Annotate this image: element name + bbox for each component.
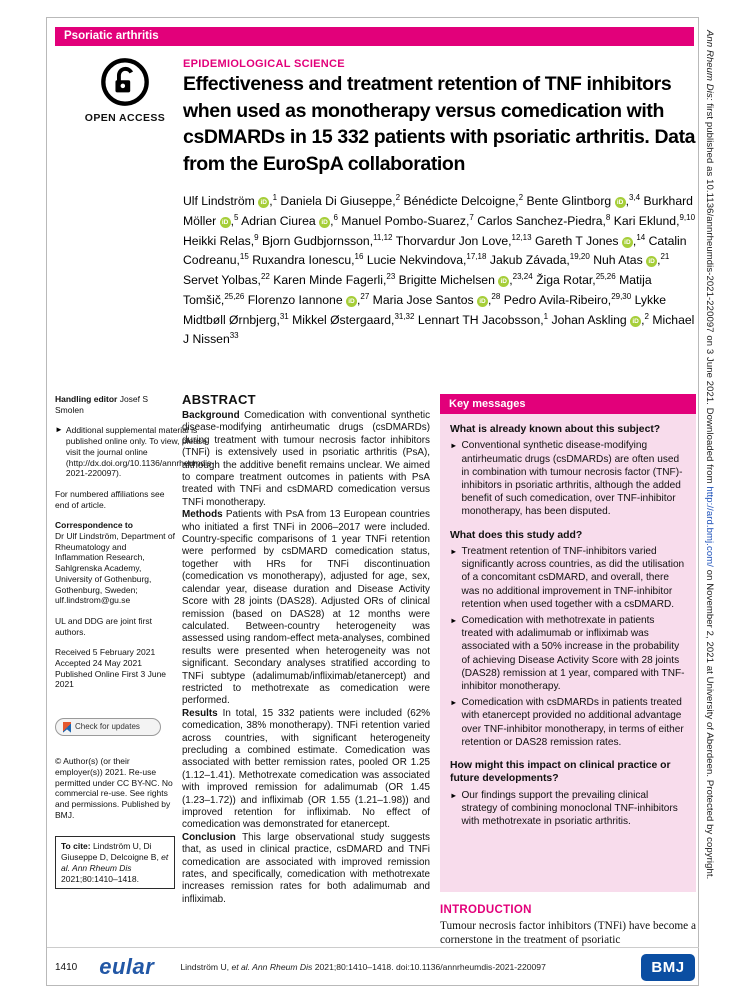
cite-rest: 2021;80:1410–1418. (61, 873, 139, 884)
key-messages-bullet (450, 696, 686, 749)
orcid-icon[interactable] (615, 197, 626, 208)
crossmark-icon (63, 722, 71, 733)
author: Heikki Relas,$^9$ (183, 232, 259, 248)
author: Johan Askling iD ,$^2$ (552, 313, 649, 327)
arrow-bullet-icon (450, 439, 457, 518)
cite-journal: et al. Ann Rheum Dis (61, 852, 169, 873)
orcid-icon[interactable] (220, 217, 231, 228)
author: Karen Minde Fagerli,$^{23}$ (273, 272, 396, 288)
abstract-paragraph: Background Comedication with conventional synthetic disease-modifying antirheumatic drugs (csDMARDs) during treatment with tumour necrosis factor inhibitors (TNFi) is extensively used in psoriatic arthritis (PsA), although the additive benefit remains unclear. We aimed to compare treatment outcomes in patients with PsA treated with TNFi and csDMARD comedication versus TNFi monotherapy. (182, 410, 431, 508)
orcid-icon[interactable] (498, 276, 509, 287)
author: Lucie Nekvindova,$^{17,18}$ (366, 252, 487, 268)
strip-link[interactable]: http://ard.bmj.com/ (704, 486, 715, 567)
abstract-paragraph: Methods Patients with PsA from 13 European countries who initiated a first TNFi in 2006–2017 were included. Country-specific comparisons of 1 year TNFi retention were performed by csDMARD comedication status, together with HRs for TNFi discontinuation (comedication vs monotherapy), adjusted for age, sex, calendar year, disease duration and Disease Activity Score with 28 joints (DAS28). Adjusted ORs of clinical remission (based on DAS28) at 12 months were calculated. Between-country heterogeneity was assessed using random-effect meta-analyses, combined results were presented when heterogeneity was not significant. Secondary analyses stratified according to TNFi subtype (adalimumab/infliximab/etanercept) and restricted to methotrexate as comedication were performed. (182, 509, 430, 707)
section-label: EPIDEMIOLOGICAL SCIENCE (183, 58, 345, 70)
author: Ulf Lindström iD ,$^1$ (183, 194, 277, 208)
key-messages-bullet-text: Comedication with csDMARDs in patients treated with etanercept provided no additional advantage over TNF-inhibitor monotherapy, in terms of either retention or DAS28 remission rates. (461, 697, 684, 748)
eular-logo: eular (99, 954, 155, 979)
received-date: Received 5 February 2021 (55, 647, 156, 658)
check-for-updates-button[interactable] (55, 718, 161, 736)
arrow-bullet-icon (55, 425, 63, 479)
cite-box (55, 836, 175, 889)
handling-editor-name: Josef S Smolen (55, 394, 149, 415)
key-messages-bullet-text: Conventional synthetic disease-modifying antirheumatic drugs (csDMARDs) are often used in combination with tumour necrosis factor (TNF)-inhibitors in psoriatic arthritis, although the added benefit of such comedication, over TNF-inhibitor monotherapy, has been disputed. (461, 440, 683, 518)
abstract-paragraph: Conclusion This large observational study suggests that, as used in clinical practice, csDMARD and TNFi comedication are associated with improved remission rates, and specifically, comedication with methotrexate increases remission rates for both adalimumab and infliximab. (182, 831, 430, 905)
author: Kari Eklund,$^{9,10}$ (613, 212, 696, 228)
introduction-heading: INTRODUCTION (440, 904, 532, 916)
author: Adrian Ciurea iD ,$^6$ (241, 214, 338, 228)
abstract-paragraph: Results In total, 15 332 patients were included (62% comedication, 38% monotherapy). TNFi retention varied across countries, with significant heterogeneity precluding a combined estimate. Comedication was associated with better remission rates, pooled OR 1.25 (1.12–1.41). Methotrexate comedication was associated with improved remission for adalimumab (OR 1.45 (1.23–1.72)) and infliximab (OR 1.55 (1.21–1.98)) and improved retention for infliximab. No effect of comedication was demonstrated for etanercept. (182, 707, 431, 831)
orcid-icon[interactable] (646, 256, 657, 267)
correspondence-text: Dr Ulf Lindström, Department of Rheumatology and Inflammation Research, Sahlgrenska Academy, University of Gothenburg, Gothenburg, Sweden; ulf.lindstrom@gu.se (55, 531, 175, 606)
arrow-bullet-icon (450, 614, 457, 693)
handling-editor-label: Handling editor (55, 394, 118, 404)
author: Jakub Závada,$^{19,20}$ (489, 252, 590, 268)
joint-first-note: UL and DDG are joint first authors. (55, 615, 152, 637)
topic-banner-label: Psoriatic arthritis (64, 30, 159, 42)
affiliations-note: For numbered affiliations see end of article. (55, 488, 165, 510)
author: Gareth T Jones iD ,$^{14}$ (535, 234, 645, 248)
orcid-icon[interactable] (630, 316, 641, 327)
open-access-block (84, 56, 166, 124)
key-messages-heading: How might this impact on clinical practice or future developments? (450, 760, 671, 785)
abstract-section (182, 392, 430, 906)
footer-rule (47, 947, 699, 948)
author: Michael J Nissen$^{33}$ (183, 312, 695, 347)
author: Matija Tomšič,$^{25,26}$ (183, 273, 652, 307)
author: Nuh Atas iD ,$^{21}$ (593, 253, 669, 267)
key-messages-bullet (450, 439, 686, 518)
introduction-text: Tumour necrosis factor inhibitors (TNFi) have become a cornerstone in the treatment of psoriatic (440, 920, 696, 946)
cite-label: To cite: (61, 841, 91, 852)
abstract-body (182, 410, 430, 906)
author: Mikkel Østergaard,$^{31,32}$ (292, 311, 415, 327)
author: Bénédicte Delcoigne,$^2$ (403, 193, 524, 209)
author: Daniela Di Giuseppe,$^2$ (280, 193, 401, 209)
copyright-strip (702, 30, 746, 965)
author: Burkhard Möller iD ,$^5$ (183, 194, 693, 228)
introduction-section (440, 904, 696, 947)
dates-block (55, 647, 175, 690)
footer-citation-authors: Lindström U, (180, 962, 232, 972)
author: Bjorn Gudbjornsson,$^{11,12}$ (261, 232, 393, 248)
arrow-bullet-icon (450, 789, 457, 829)
orcid-icon[interactable] (258, 197, 269, 208)
accepted-date: Accepted 24 May 2021 (55, 658, 142, 669)
open-access-icon (99, 56, 151, 108)
open-access-label: OPEN ACCESS (84, 112, 166, 124)
right-column (440, 394, 696, 947)
key-messages-bullet (450, 545, 686, 611)
author: Bente Glintborg iD ,$^{3,4}$ (526, 194, 640, 208)
footer-citation (180, 962, 641, 972)
strip-text-before: first published as 10.1136/annrheumdis-2021-220097 on 3 June 2021. Downloaded from (704, 103, 715, 487)
key-messages-bullet (450, 789, 686, 829)
topic-banner (55, 27, 694, 46)
author: Servet Yolbas,$^{22}$ (183, 272, 270, 288)
author: Florenzo Iannone iD ,$^{27}$ (248, 293, 370, 307)
author: Thorvardur Jon Love,$^{12,13}$ (395, 232, 532, 248)
key-messages-heading: What does this study add? (450, 529, 583, 541)
published-date: Published Online First 3 June 2021 (55, 668, 167, 690)
cite-authors: Lindström U, Di Giuseppe D, Delcoigne B, (61, 841, 162, 863)
sidebar (55, 394, 215, 889)
key-messages-box (440, 414, 696, 892)
strip-journal: Ann Rheum Dis: (704, 30, 715, 104)
author: Ruxandra Ionescu,$^{16}$ (252, 252, 364, 268)
orcid-icon[interactable] (477, 296, 488, 307)
correspondence (55, 520, 175, 606)
author: Lennart TH Jacobsson,$^1$ (417, 311, 549, 327)
footer-citation-journal: et al. Ann Rheum Dis (231, 962, 315, 972)
abstract-heading: ABSTRACT (182, 392, 256, 407)
check-for-updates-label: Check for updates (75, 721, 140, 731)
page-number: 1410 (55, 961, 78, 973)
arrow-bullet-icon (450, 696, 457, 749)
key-messages-bullet-text: Comedication with methotrexate in patients treated with adalimumab or infliximab was associated with a 50% increase in the probability of achieving Disease Activity Score with 28 joints (DAS28) remission at 1 year, compared with TNF-inhibitor monotherapy. (461, 615, 685, 693)
footer (55, 952, 695, 982)
author: Pedro Avila-Ribeiro,$^{29,30}$ (503, 291, 632, 307)
correspondence-label: Correspondence to (55, 520, 133, 531)
key-messages-heading: What is already known about this subject? (450, 424, 661, 435)
author: Manuel Pombo-Suarez,$^7$ (341, 212, 474, 228)
bmj-logo: BMJ (641, 954, 695, 981)
author: Lykke Midtbøll Ørnbjerg,$^{31}$ (183, 292, 666, 327)
key-messages-bullet-text: Our findings support the prevailing clinical strategy of combining monoclonal TNF-inhibitors with methotrexate in psoriatic arthritis. (461, 789, 678, 828)
page-title: Effectiveness and treatment retention of TNF inhibitors when used as monotherapy versus comedication with csDMARDs in 15 332 patients with psoriatic arthritis. Data from the EuroSpA collaboration (183, 73, 696, 175)
footer-citation-rest: 2021;80:1410–1418. doi:10.1136/annrheumdis-2021-220097 (314, 962, 546, 972)
author-list (183, 190, 701, 348)
author: Brigitte Michelsen iD ,$^{23,24}$ (399, 273, 533, 287)
key-messages-bullet-text: Treatment retention of TNF-inhibitors varied significantly across countries, as did the utilisation of a concomitant csDMARD, and overall, there was no additional improvement in TNF-inhibitor retention when used together with a csDMARD. (461, 546, 685, 610)
key-messages-header: Key messages (440, 394, 696, 414)
handling-editor (55, 394, 175, 415)
supplemental-note (55, 425, 215, 479)
strip-text-after: on November 2, 2021 at University of Aberdeen. Protected by copyright. (704, 567, 715, 880)
author: Žiga Rotar,$^{25,26}$ (536, 272, 616, 288)
author: Carlos Sanchez-Piedra,$^8$ (477, 212, 611, 228)
orcid-icon[interactable] (319, 217, 330, 228)
author: Catalin Codreanu,$^{15}$ (183, 233, 687, 268)
copyright-note: © Author(s) (or their employer(s)) 2021. Re-use permitted under CC BY-NC. No commercial re-use. See rights and permissions. Published by BMJ. (55, 756, 173, 820)
supplemental-note-text: Additional supplemental material is published online only. To view, please visit the journal online (http://dx.doi.org/10.1136/annrheumdis-2021-220097). (65, 425, 215, 479)
author: Maria Jose Santos iD ,$^{28}$ (373, 293, 501, 307)
key-messages-bullet (450, 614, 686, 693)
orcid-icon[interactable] (346, 296, 357, 307)
orcid-icon[interactable] (622, 237, 633, 248)
arrow-bullet-icon (450, 545, 457, 611)
